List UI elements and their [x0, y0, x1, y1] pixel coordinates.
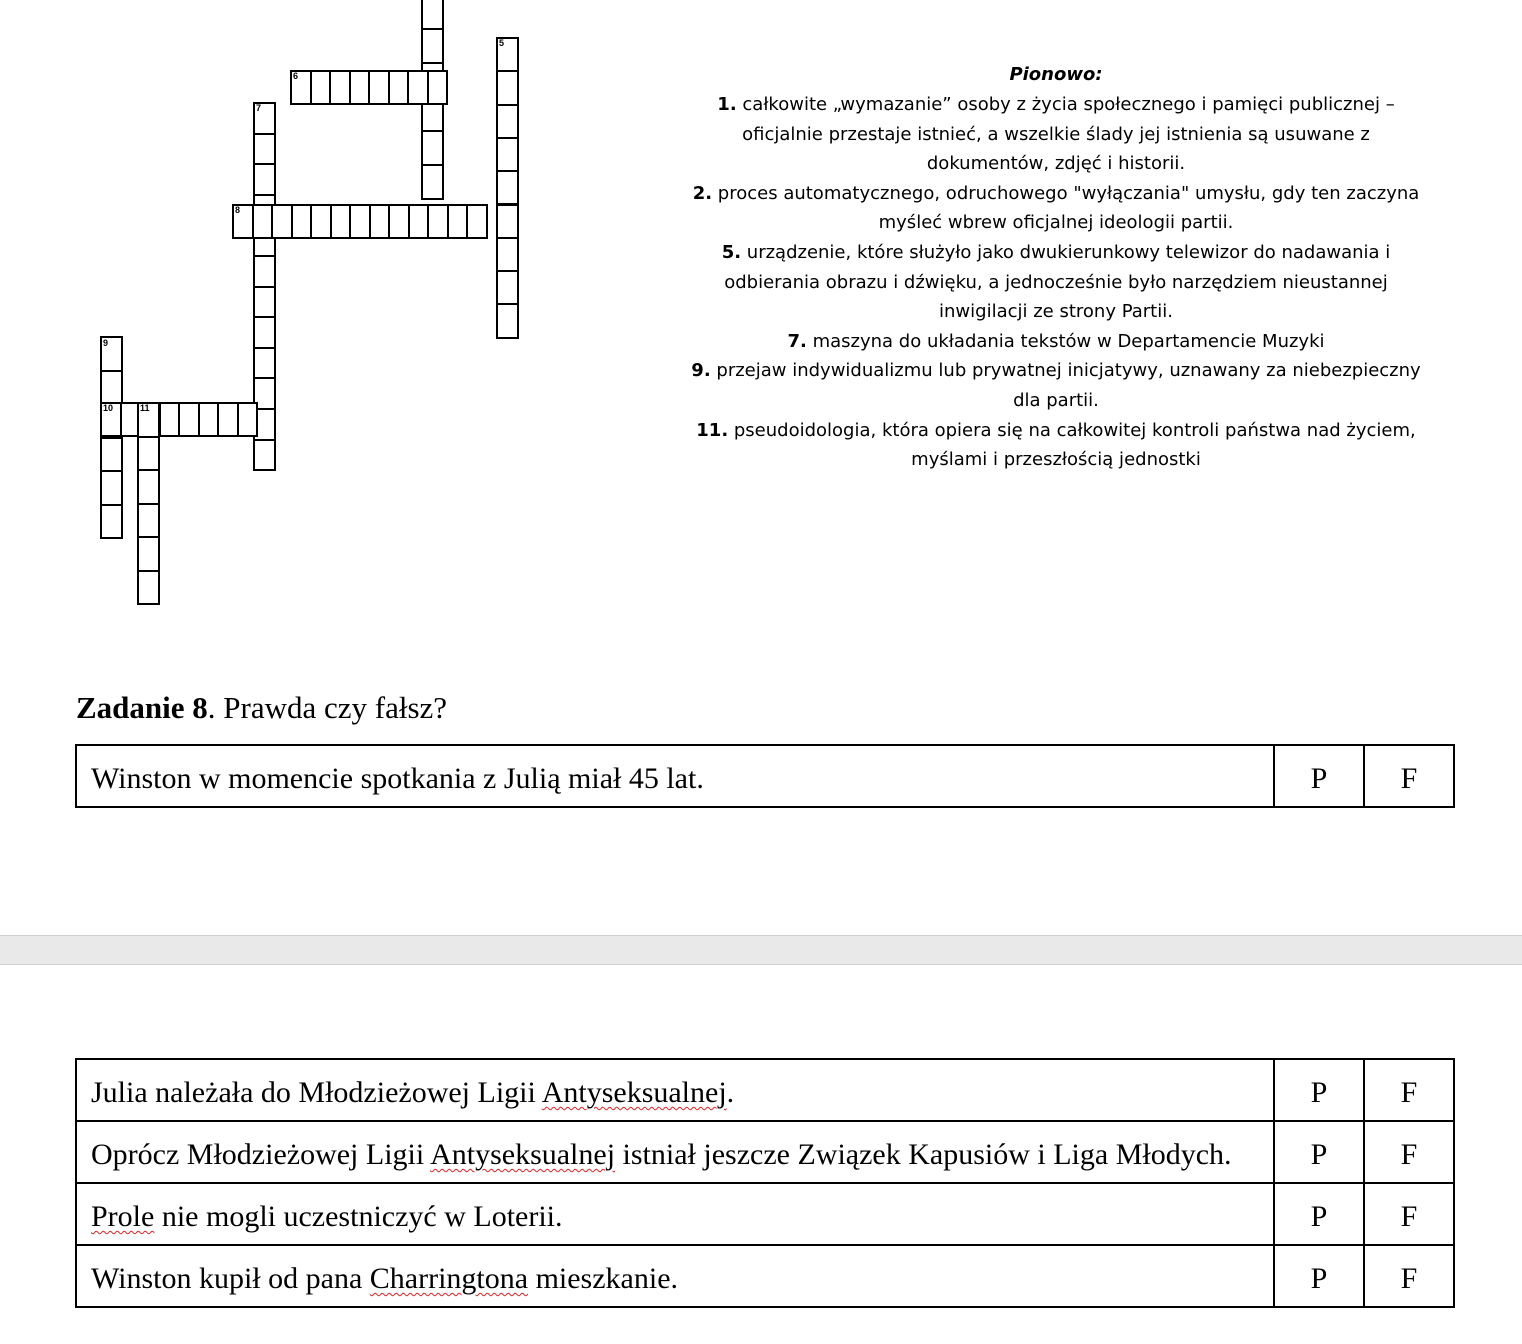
false-option[interactable]: F: [1364, 1121, 1454, 1183]
clue-text: maszyna do układania tekstów w Departamencie Muzyki: [806, 330, 1325, 352]
crossword-cell: [421, 28, 444, 64]
clue-item: [680, 416, 1432, 475]
crossword-cell: [407, 70, 429, 105]
crossword-cell: [427, 70, 449, 105]
crossword-cell: [496, 303, 519, 338]
clue-text: pseudoidologia, która opiera się na całkowitej kontroli państwa nad życiem, myślami i przeszłością jednostki: [728, 419, 1416, 471]
crossword-cell: [271, 204, 293, 239]
clue-text: urządzenie, które służyło jako dwukierunkowy telewizor do nadawania i odbierania obrazu i dźwięku, a jednocześnie było narzędziem nieustannej inwigilacji ze strony Partii.: [724, 241, 1391, 323]
clue-number: 11.: [696, 419, 729, 441]
crossword-cell: [408, 204, 430, 239]
true-option[interactable]: P: [1274, 745, 1364, 807]
table-row: [76, 745, 1454, 807]
crossword-cell: [447, 204, 469, 239]
spellcheck-word: Antyseksualnej: [541, 1076, 727, 1109]
crossword-cell: [368, 70, 390, 105]
clues-heading: Pionowo:: [1009, 64, 1103, 85]
crossword-cell: [100, 437, 123, 473]
statement-text: Winston w momencie spotkania z Julią miał 45 lat.: [91, 762, 704, 795]
true-option[interactable]: P: [1274, 1121, 1364, 1183]
crossword-cell: [388, 70, 410, 105]
crossword-cell: [253, 286, 276, 319]
crossword-number: 10: [103, 403, 114, 413]
crossword-cell: [253, 255, 276, 288]
crossword-cell: [496, 237, 519, 272]
spellcheck-word: Prole: [91, 1200, 155, 1233]
statement-text: Julia należała do Młodzieżowej Ligii: [91, 1076, 542, 1109]
table-row: [76, 1059, 1454, 1121]
crossword-number: 9: [103, 338, 109, 348]
clue-number: 1.: [717, 94, 737, 115]
crossword-cell: [496, 270, 519, 305]
document-page-2: [0, 966, 1522, 1344]
crossword-cell: [237, 402, 259, 437]
crossword-cell: [496, 137, 519, 172]
clues-down: [680, 60, 1432, 475]
table-row: [76, 1121, 1454, 1183]
crossword-cell: [159, 402, 181, 437]
crossword-number: 8: [235, 205, 241, 215]
crossword-cell: [291, 204, 313, 239]
statement-cell: [76, 1245, 1274, 1307]
statement-text: mieszkanie.: [528, 1262, 679, 1295]
crossword-number: 11: [140, 403, 150, 413]
statement-text: Winston kupił od pana: [91, 1262, 370, 1295]
true-false-table-2: [75, 1058, 1455, 1308]
crossword-cell: [137, 536, 160, 572]
statement-text: nie mogli uczestniczyć w Loterii.: [154, 1200, 563, 1233]
clue-number: 5.: [721, 241, 742, 263]
false-option[interactable]: F: [1364, 745, 1454, 807]
true-false-table-1: [75, 744, 1455, 808]
clue-list: [680, 90, 1432, 475]
crossword-cell: [427, 204, 449, 239]
clue-text: przejaw indywidualizmu lub prywatnej inicjatywy, uznawany za niebezpieczny dla partii.: [710, 360, 1421, 411]
crossword-cell: [198, 402, 220, 437]
statement-cell: [76, 1059, 1274, 1121]
statement-text: istniał jeszcze Związek Kapusiów i Liga Młodych.: [615, 1138, 1232, 1171]
clue-text: proces automatycznego, odruchowego "wyłączania" umysłu, gdy ten zaczyna myśleć wbrew oficjalnej ideologii partii.: [712, 182, 1420, 234]
crossword-cell: [137, 570, 160, 606]
crossword-cell: [253, 347, 276, 380]
crossword-cell: [310, 204, 332, 239]
crossword-cell: [496, 104, 519, 139]
clue-item: [680, 238, 1432, 327]
crossword-cell: [330, 204, 352, 239]
spellcheck-word: Charringtona: [369, 1262, 529, 1295]
crossword-cell: [252, 204, 274, 239]
crossword-cell: [421, 164, 444, 200]
crossword-cell: [100, 504, 123, 540]
crossword-cell: [369, 204, 391, 239]
statement-cell: [76, 1121, 1274, 1183]
clue-item: [680, 327, 1432, 357]
crossword-cell: [421, 130, 444, 166]
crossword-cell: [496, 170, 519, 205]
table-row: [76, 1245, 1454, 1307]
task-title: [76, 690, 447, 726]
clue-item: [680, 356, 1432, 415]
false-option[interactable]: F: [1364, 1245, 1454, 1307]
crossword-cell: [496, 204, 519, 239]
crossword-cell: [466, 204, 488, 239]
crossword-cell: [349, 70, 371, 105]
crossword-number: 5: [499, 38, 505, 48]
false-option[interactable]: F: [1364, 1059, 1454, 1121]
true-option[interactable]: P: [1274, 1183, 1364, 1245]
crossword-number: 7: [256, 103, 262, 113]
statement-text: Oprócz Młodzieżowej Ligii: [91, 1138, 431, 1171]
statement-cell: [76, 745, 1274, 807]
statement-cell: [76, 1183, 1274, 1245]
statement-text: .: [726, 1076, 735, 1109]
crossword-cell: [137, 436, 160, 472]
crossword-cell: [388, 204, 410, 239]
clue-number: 9.: [691, 360, 711, 382]
crossword-cell: [253, 163, 276, 196]
true-option[interactable]: P: [1274, 1245, 1364, 1307]
spellcheck-word: Antyseksualnej: [430, 1138, 616, 1171]
crossword-cell: [253, 133, 276, 166]
crossword-cell: [310, 70, 332, 105]
crossword-number: 6: [293, 71, 299, 81]
crossword-cell: [496, 70, 519, 105]
crossword-cell: [329, 70, 351, 105]
false-option[interactable]: F: [1364, 1183, 1454, 1245]
table-row: [76, 1183, 1454, 1245]
crossword-cell: [217, 402, 239, 437]
clue-number: 2.: [692, 182, 713, 204]
clue-item: [680, 179, 1432, 238]
crossword-cell: [137, 503, 160, 539]
crossword-cell: [100, 370, 123, 406]
page-gap: [0, 935, 1522, 965]
crossword-cell: [421, 0, 444, 30]
crossword-cell: [253, 439, 276, 472]
task-label: Zadanie 8: [76, 690, 208, 725]
crossword-cell: [253, 316, 276, 349]
crossword-cell: [349, 204, 371, 239]
crossword-cell: [100, 470, 123, 506]
task-question: . Prawda czy fałsz?: [207, 690, 448, 725]
crossword-cell: [137, 469, 160, 505]
clue-item: [680, 90, 1432, 179]
clue-text: całkowite „wymazanie” osoby z życia społecznego i pamięci publicznej – oficjalnie przestaje istnieć, a wszelkie ślady jej istnienia są usuwane z dokumentów, zdjęć i historii.: [736, 94, 1395, 175]
clue-number: 7.: [787, 330, 807, 352]
crossword-cell: [178, 402, 200, 437]
true-option[interactable]: P: [1274, 1059, 1364, 1121]
